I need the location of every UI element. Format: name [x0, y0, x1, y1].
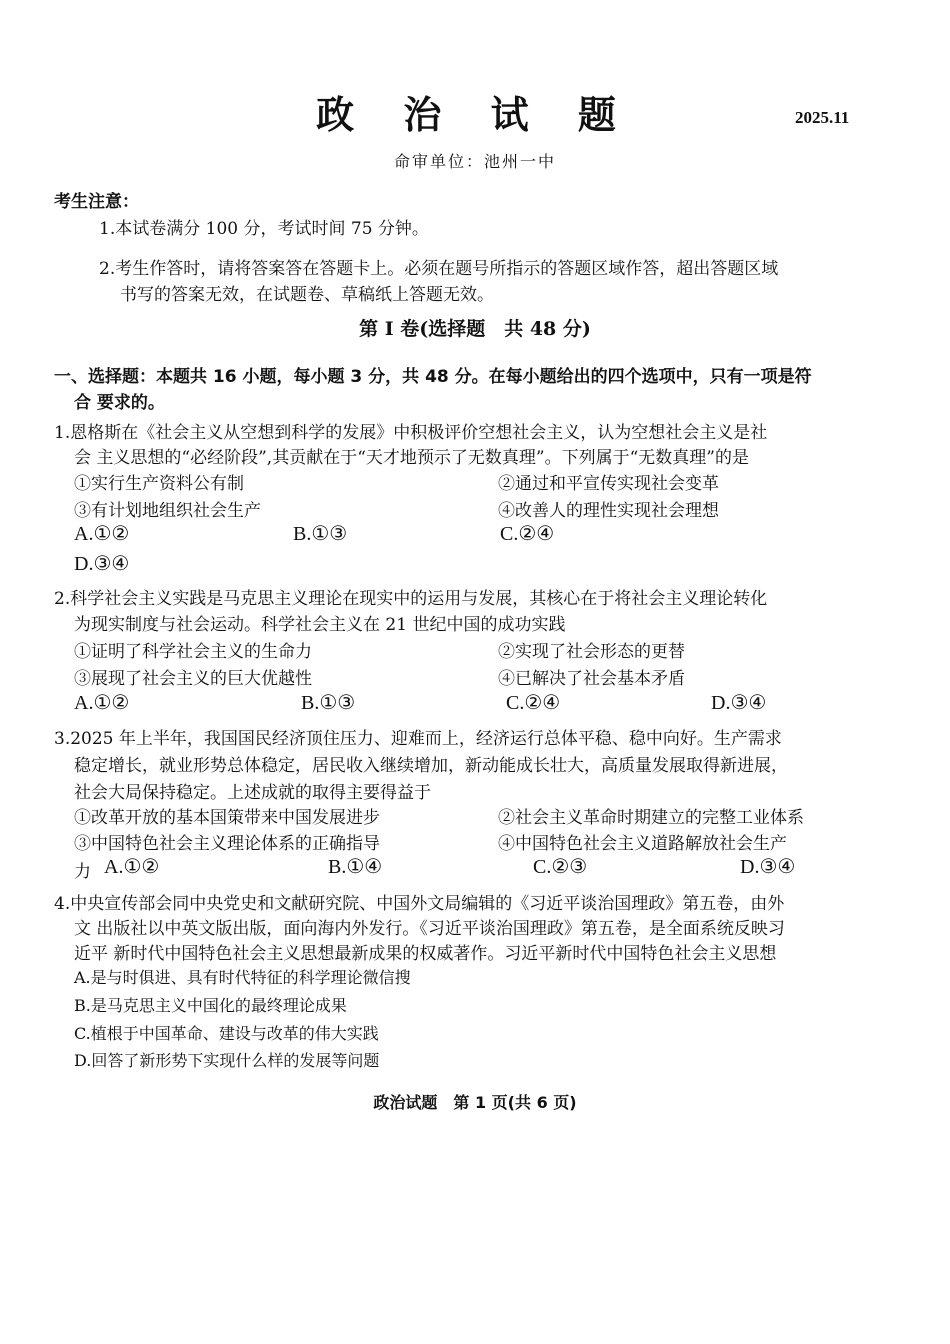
choice-a: A.①② [104, 856, 160, 878]
choice-d: D.回答了新形势下实现什么样的发展等问题 [74, 1051, 380, 1070]
choice-a: A.①② [74, 692, 130, 714]
choice-b: B.①④ [328, 856, 383, 878]
question-4-stem: 4.中央宣传部会同中央党史和文献研究院、中国外文局编辑的《习近平谈治国理政》第五卷，由外 [54, 894, 785, 914]
section-intro: 一、选择题：本题共 16 小题，每小题 3 分，共 48 分。在每小题给出的四个选项中，只有一项是符 [54, 367, 812, 387]
question-2-stem: 为现实制度与社会运动。科学社会主义在 21 世纪中国的成功实践 [74, 615, 566, 635]
statement: ④已解决了社会基本矛盾 [498, 669, 685, 689]
section-title: 第 I 卷(选择题 共 48 分) [359, 318, 591, 340]
question-2-stem: 2.科学社会主义实践是马克思主义理论在现实中的运用与发展，其核心在于将社会主义理论转化 [54, 589, 768, 609]
question-4-stem: 近平 新时代中国特色社会主义思想最新成果的权威著作。习近平新时代中国特色社会主义思想 [74, 944, 777, 964]
choice-b: B.①③ [301, 692, 356, 714]
choice-c: C.②④ [500, 523, 555, 545]
exam-date: 2025.11 [795, 108, 850, 127]
choice-b: B.是马克思主义中国化的最终理论成果 [74, 996, 347, 1015]
statement: ②实现了社会形态的更替 [498, 642, 685, 662]
question-3-stem: 3.2025 年上半年，我国国民经济顶住压力、迎难而上，经济运行总体平稳、稳中向好。生产需求 [54, 729, 782, 749]
section-intro-continued: 合 要求的。 [74, 393, 165, 413]
question-1-stem: 会 主义思想的“必经阶段”,其贡献在于“天才地预示了无数真理”。下列属于“无数真理”的是 [74, 448, 749, 468]
notice-heading: 考生注意： [54, 192, 139, 212]
choice-d: D.③④ [711, 692, 767, 714]
statement: ③中国特色社会主义理论体系的正确指导 [74, 834, 380, 854]
notice-item-continued: 书写的答案无效，在试题卷、草稿纸上答题无效。 [120, 285, 494, 305]
statement: ④改善人的理性实现社会理想 [498, 501, 719, 521]
page-footer: 政治试题 第 1 页(共 6 页) [373, 1093, 577, 1112]
authoring-unit: 命审单位：池州一中 [393, 152, 556, 171]
choice-a: A.是与时俱进、具有时代特征的科学理论微信搜 [74, 968, 411, 987]
statement: ①改革开放的基本国策带来中国发展进步 [74, 808, 380, 828]
choice-c: C.②③ [533, 856, 588, 878]
choice-b: B.①③ [293, 523, 348, 545]
choice-d: D.③④ [74, 553, 130, 575]
question-3-stem: 社会大局保持稳定。上述成就的取得主要得益于 [74, 783, 431, 803]
choice-a: A.①② [74, 523, 130, 545]
question-1-stem: 1.恩格斯在《社会主义从空想到科学的发展》中积极评价空想社会主义，认为空想社会主义是社 [54, 423, 768, 443]
statement: ①实行生产资料公有制 [74, 474, 244, 494]
choice-c: C.植根于中国革命、建设与改革的伟大实践 [74, 1024, 379, 1043]
statement: ④中国特色社会主义道路解放社会生产 [498, 834, 787, 854]
statement: ③展现了社会主义的巨大优越性 [74, 669, 312, 689]
question-3-stem: 稳定增长，就业形势总体稳定，居民收入继续增加，新动能成长壮大，高质量发展取得新进展， [74, 756, 788, 776]
notice-item: 1.本试卷满分 100 分，考试时间 75 分钟。 [99, 219, 429, 239]
statement: ②通过和平宣传实现社会变革 [498, 474, 719, 494]
statement: ②社会主义革命时期建立的完整工业体系 [498, 808, 804, 828]
page-title: 政 治 试 题 [316, 92, 634, 137]
statement-tail: 力 [74, 862, 91, 882]
question-4-stem: 文 出版社以中英文版出版，面向海内外发行。《习近平谈治国理政》第五卷，是全面系统反映习 [74, 919, 785, 939]
choice-d: D.③④ [740, 856, 796, 878]
statement: ③有计划地组织社会生产 [74, 501, 261, 521]
notice-item: 2.考生作答时，请将答案答在答题卡上。必须在题号所指示的答题区域作答，超出答题区域 [99, 259, 779, 279]
choice-c: C.②④ [506, 692, 561, 714]
statement: ①证明了科学社会主义的生命力 [74, 642, 312, 662]
